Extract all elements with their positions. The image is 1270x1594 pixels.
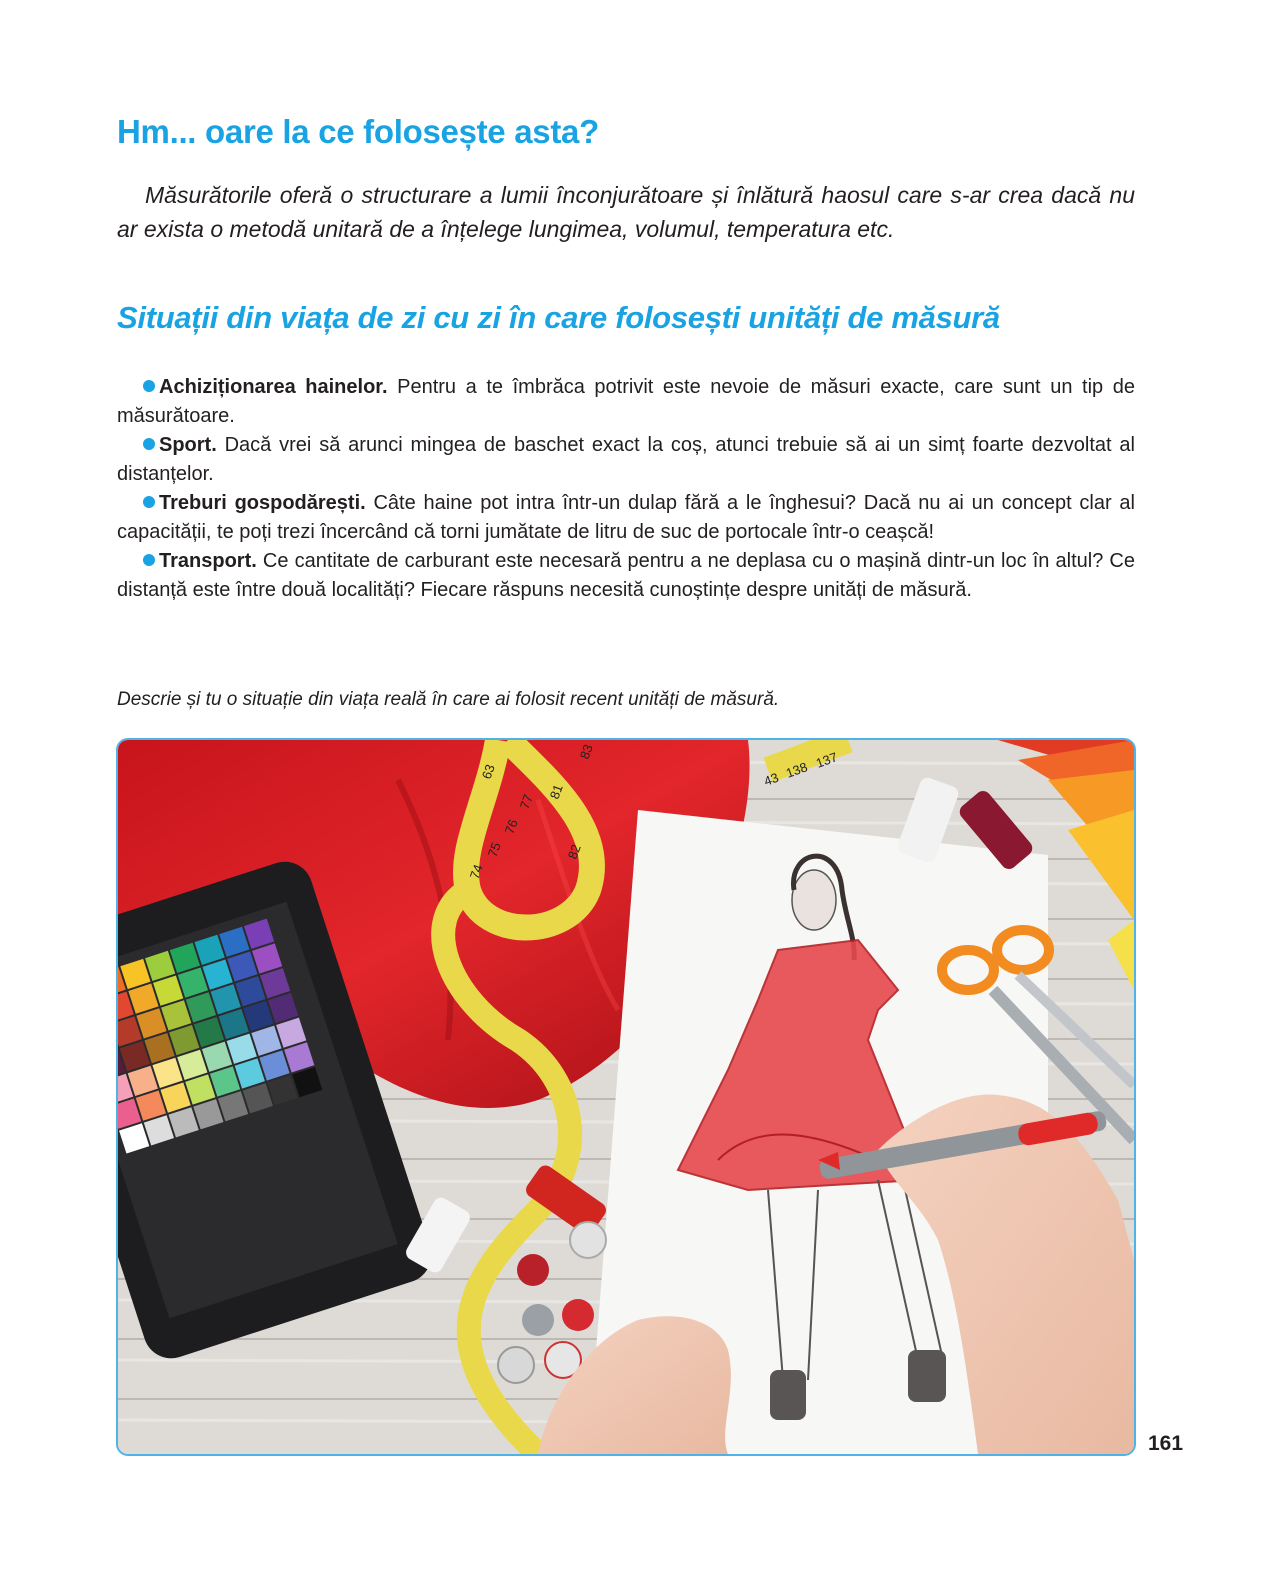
tape-number: 75: [484, 840, 504, 860]
bullet-icon: [143, 554, 155, 566]
tape-number: 74: [466, 862, 486, 882]
list-item: [117, 373, 1135, 431]
tape-number: 137: [813, 749, 840, 771]
item-title: Treburi gospodărești.: [159, 492, 366, 514]
bullet-icon: [143, 496, 155, 508]
subsection-heading: Situații din viața de zi cu zi în care folosești unități de măsură: [117, 300, 1000, 335]
tape-number: 63: [478, 762, 498, 782]
item-text: Ce cantitate de carburant este necesară pentru a ne deplasa cu o mașină dintr-un loc în altul? Ce distanță este între două localități? Fiecare răspuns necesită cunoștințe despre unități de măsură.: [117, 550, 1135, 601]
item-text: Pentru a te îmbrăca potrivit este nevoie de măsuri exacte, care sunt un tip de măsurătoare.: [117, 376, 1135, 427]
tape-number: 83: [576, 742, 596, 762]
tape-number: 81: [546, 782, 566, 802]
item-title: Transport.: [159, 550, 257, 572]
situations-list: [117, 373, 1135, 605]
tape-number: 77: [516, 792, 536, 812]
tape-number: 138: [783, 759, 810, 781]
tape-number: 82: [564, 842, 584, 862]
tape-number: 43: [761, 769, 781, 789]
bullet-icon: [143, 438, 155, 450]
list-item: [117, 547, 1135, 605]
item-title: Achiziționarea hainelor.: [159, 376, 388, 398]
page-number: 161: [1148, 1432, 1184, 1455]
tape-number: 76: [501, 817, 521, 837]
bullet-icon: [143, 380, 155, 392]
section-heading: Hm... oare la ce folosește asta?: [117, 113, 599, 150]
intro-paragraph: Măsurătorile oferă o structurare a lumii înconjurătoare și înlătură haosul care s-ar crea dacă nu ar exista o metodă unitară de a înțelege lungimea, volumul, temperatura etc.: [117, 182, 1135, 242]
list-item: [117, 431, 1135, 489]
list-item: [117, 489, 1135, 547]
item-text: Câte haine pot intra într-un dulap fără a le înghesui? Dacă nu ai un concept clar al capacității, te poți trezi încercând că torni jumătate de litru de suc de portocale într-o ceașcă!: [117, 492, 1135, 543]
task-prompt: Descrie și tu o situație din viața reală în care ai folosit recent unități de măsură.: [117, 689, 780, 710]
fashion-design-photo: [116, 738, 1136, 1456]
item-text: Dacă vrei să arunci mingea de baschet exact la coș, atunci trebuie să ai un simț foarte dezvoltat al distanțelor.: [117, 434, 1135, 485]
item-title: Sport.: [159, 434, 217, 456]
